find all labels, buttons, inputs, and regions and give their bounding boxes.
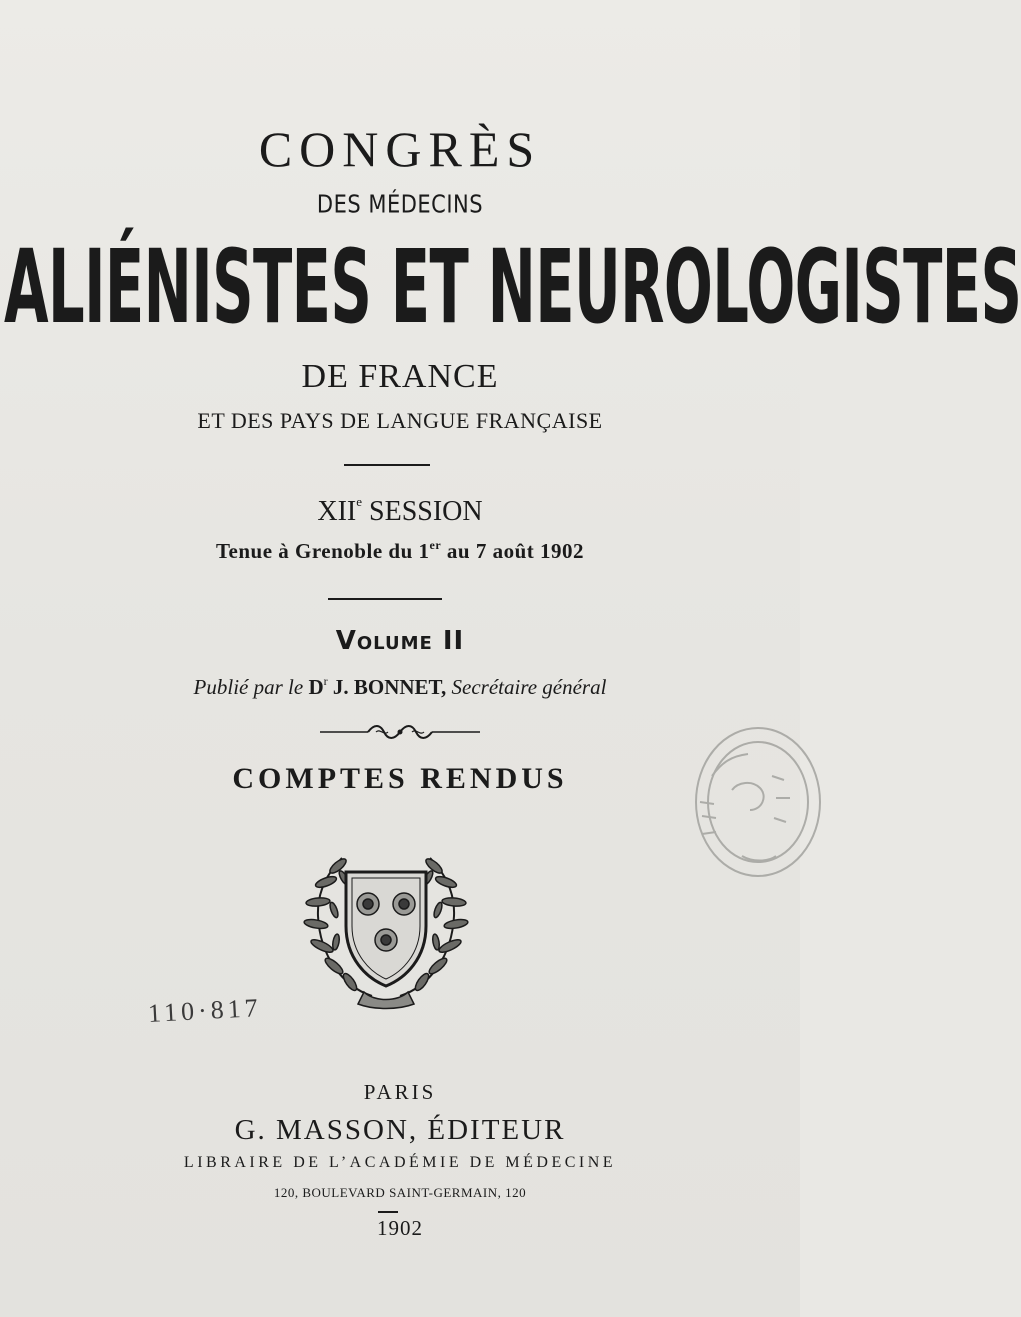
editor-name: J. BONNET,: [327, 675, 447, 699]
imprint-city: PARIS: [363, 1080, 437, 1104]
et-des-pays-line: ET DES PAYS DE LANGUE FRANÇAISE: [197, 408, 603, 433]
imprint-libraire: LIBRAIRE DE L’ACADÉMIE DE MÉDECINE: [183, 1154, 617, 1171]
tenue-superscript: er: [429, 538, 442, 552]
publisher-credit-line: [0, 674, 800, 700]
dr-superscript: r: [323, 674, 328, 688]
volume-heading: Volume II: [335, 626, 465, 656]
library-stamp-icon: [672, 706, 800, 894]
congres-heading: CONGRÈS: [258, 121, 542, 177]
divider-rule: [344, 464, 430, 466]
divider-rule: [328, 598, 442, 600]
shelfmark-handwritten: 110·817: [147, 993, 263, 1028]
tenue-line: [0, 538, 800, 564]
session-word: SESSION: [362, 496, 483, 527]
publie-par-text: Publié par le: [193, 675, 309, 699]
session-superscript: e: [356, 494, 363, 509]
session-number: XII: [317, 496, 357, 527]
imprint-dash: [378, 1211, 398, 1213]
session-line: [0, 494, 800, 528]
ornament-flourish-icon: [318, 722, 482, 742]
de-france-line: DE FRANCE: [301, 358, 499, 395]
alienistes-neurologistes-title: [3, 227, 1021, 347]
alienistes-text: ALIÉNISTES ET NEUROLOGISTES: [3, 227, 1021, 347]
imprint-publisher: G. MASSON, ÉDITEUR: [234, 1114, 566, 1146]
heraldic-shield-icon: [302, 846, 470, 1010]
tenue-part-b: au 7 août 1902: [441, 539, 585, 563]
imprint-address: 120, BOULEVARD SAINT-GERMAIN, 120: [273, 1185, 527, 1200]
des-medecins-line: DES MÉDECINS: [316, 189, 484, 219]
imprint-year: 1902: [377, 1216, 423, 1240]
comptes-rendus-heading: COMPTES RENDUS: [232, 762, 568, 795]
dr-abbrev: D: [308, 675, 324, 699]
tenue-part-a: Tenue à Grenoble du 1: [215, 539, 430, 563]
editor-role: Secrétaire général: [446, 675, 607, 699]
